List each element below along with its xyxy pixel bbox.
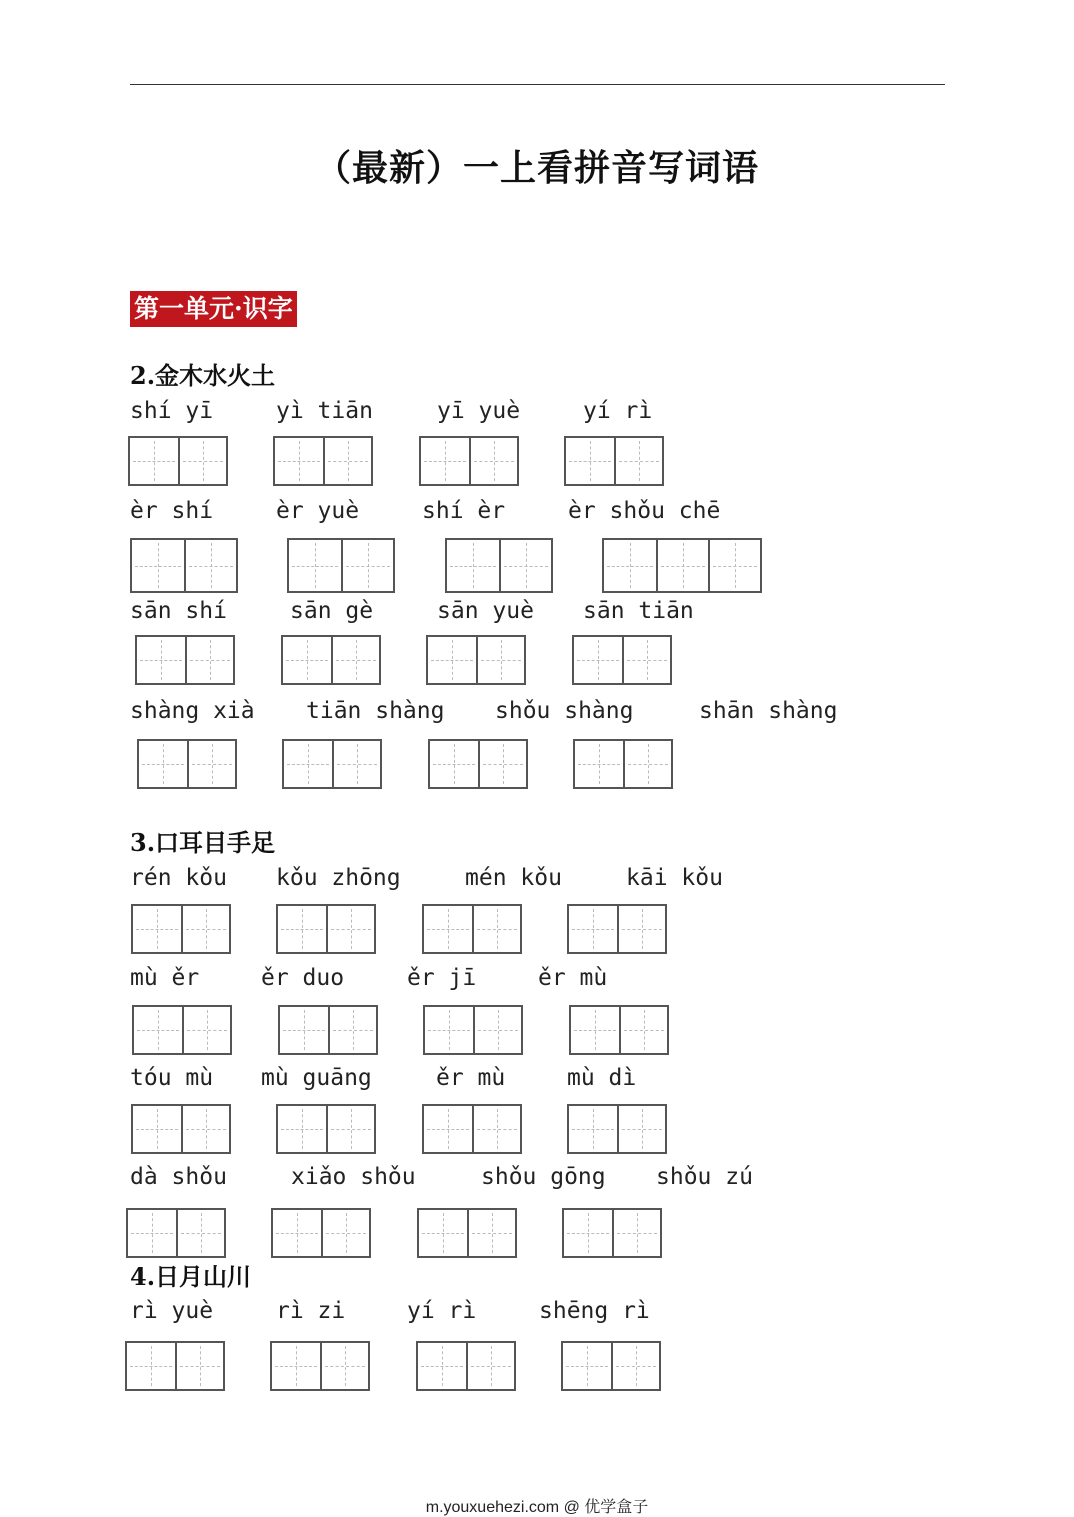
writing-grid[interactable] [131, 904, 231, 954]
pinyin-word: rì yuè [130, 1298, 214, 1324]
pinyin-word: mén kǒu [465, 865, 562, 891]
pinyin-word: èr shǒu chē [568, 498, 721, 524]
pinyin-word: shān shàng [699, 698, 838, 724]
pinyin-word: shí yī [130, 398, 214, 424]
pinyin-word: ěr mù [436, 1065, 506, 1091]
writing-grid[interactable] [276, 1104, 376, 1154]
writing-grid[interactable] [128, 436, 228, 486]
writing-grid[interactable] [276, 904, 376, 954]
writing-grid[interactable] [564, 436, 664, 486]
writing-grid[interactable] [569, 1005, 669, 1055]
pinyin-word: yī yuè [437, 398, 521, 424]
writing-grid[interactable] [428, 739, 528, 789]
pinyin-word: shàng xià [130, 698, 255, 724]
unit-badge: 第一单元·识字 [130, 291, 297, 327]
writing-grid[interactable] [419, 436, 519, 486]
writing-grid[interactable] [573, 739, 673, 789]
writing-grid[interactable] [417, 1208, 517, 1258]
writing-grid[interactable] [445, 538, 553, 593]
writing-grid[interactable] [287, 538, 395, 593]
pinyin-word: ěr jī [407, 965, 477, 991]
writing-grid[interactable] [572, 635, 672, 685]
pinyin-word: èr yuè [276, 498, 360, 524]
pinyin-word: kǒu zhōng [276, 865, 401, 891]
pinyin-word: tiān shàng [306, 698, 445, 724]
writing-grid[interactable] [126, 1208, 226, 1258]
writing-grid[interactable] [426, 635, 526, 685]
writing-grid[interactable] [416, 1341, 516, 1391]
writing-grid[interactable] [423, 1005, 523, 1055]
pinyin-word: yì tiān [276, 398, 373, 424]
pinyin-word: shēng rì [539, 1298, 650, 1324]
pinyin-word: xiǎo shǒu [291, 1164, 416, 1190]
pinyin-word: shǒu zú [656, 1164, 753, 1190]
writing-grid[interactable] [561, 1341, 661, 1391]
pinyin-word: rén kǒu [130, 865, 227, 891]
writing-grid[interactable] [132, 1005, 232, 1055]
writing-grid[interactable] [137, 739, 237, 789]
pinyin-word: kāi kǒu [626, 865, 723, 891]
pinyin-word: mù dì [567, 1065, 637, 1091]
pinyin-word: yí rì [583, 398, 653, 424]
writing-grid[interactable] [131, 1104, 231, 1154]
writing-grid[interactable] [273, 436, 373, 486]
pinyin-word: sān gè [290, 598, 374, 624]
pinyin-word: mù guāng [261, 1065, 372, 1091]
writing-grid[interactable] [125, 1341, 225, 1391]
pinyin-word: sān shí [130, 598, 227, 624]
pinyin-word: shí èr [422, 498, 506, 524]
pinyin-word: sān tiān [583, 598, 694, 624]
writing-grid[interactable] [567, 1104, 667, 1154]
pinyin-word: ěr duo [261, 965, 345, 991]
writing-grid[interactable] [602, 538, 762, 593]
writing-grid[interactable] [562, 1208, 662, 1258]
pinyin-word: dà shǒu [130, 1164, 227, 1190]
lesson-heading: 4.日月山川 [130, 1262, 252, 1291]
pinyin-word: shǒu shàng [495, 698, 634, 724]
pinyin-word: ěr mù [538, 965, 608, 991]
pinyin-word: mù ěr [130, 965, 200, 991]
pinyin-word: yí rì [407, 1298, 477, 1324]
writing-grid[interactable] [422, 904, 522, 954]
footer-source: m.youxuehezi.com @ 优学盒子 [425, 1499, 649, 1516]
writing-grid[interactable] [422, 1104, 522, 1154]
writing-grid[interactable] [130, 538, 238, 593]
writing-grid[interactable] [278, 1005, 378, 1055]
pinyin-word: sān yuè [437, 598, 534, 624]
writing-grid[interactable] [567, 904, 667, 954]
header-rule [130, 84, 945, 85]
lesson-heading: 2.金木水火土 [130, 361, 276, 390]
writing-grid[interactable] [270, 1341, 370, 1391]
pinyin-word: tóu mù [130, 1065, 214, 1091]
pinyin-word: rì zi [276, 1298, 346, 1324]
lesson-heading: 3.口耳目手足 [130, 828, 276, 857]
pinyin-word: èr shí [130, 498, 214, 524]
page-title: （最新）一上看拼音写词语 [314, 148, 759, 189]
writing-grid[interactable] [282, 739, 382, 789]
writing-grid[interactable] [135, 635, 235, 685]
writing-grid[interactable] [281, 635, 381, 685]
writing-grid[interactable] [271, 1208, 371, 1258]
pinyin-word: shǒu gōng [481, 1164, 606, 1190]
